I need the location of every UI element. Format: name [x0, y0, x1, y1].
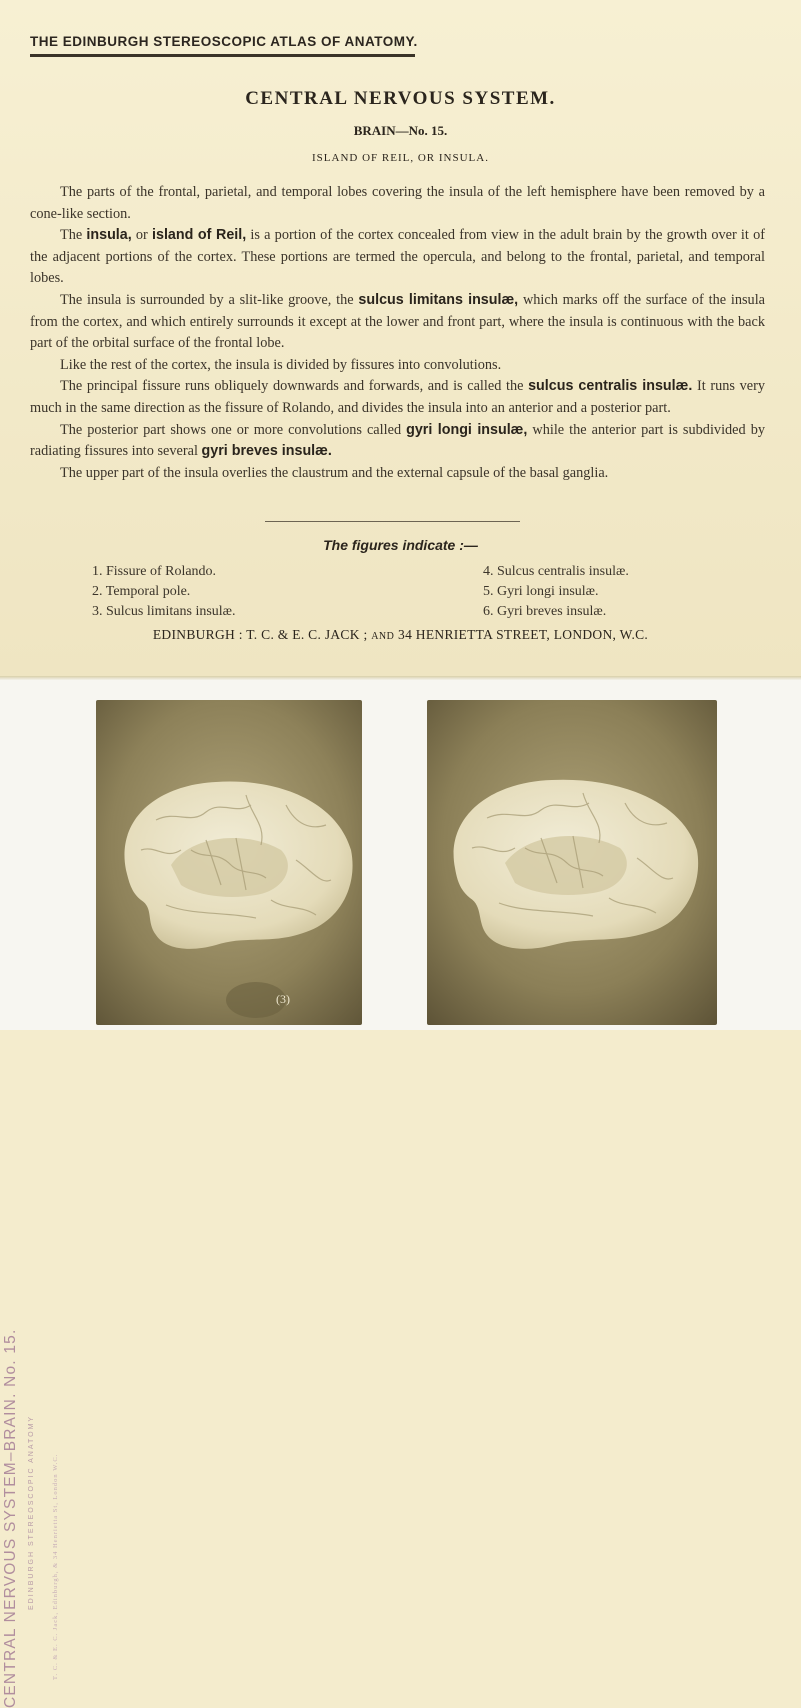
- paragraph-4: Like the rest of the cortex, the insula is divided by fissures into convolutions.: [60, 356, 502, 373]
- figure-legend-left: [92, 562, 236, 622]
- text-run: The principal fissure runs obliquely downwards and forwards, and is called the: [60, 378, 529, 395]
- figure-legend-right: [483, 562, 629, 622]
- divider-rule: [265, 521, 520, 522]
- text-run: or: [131, 227, 153, 244]
- description-text: [30, 182, 765, 484]
- legend-item: 4. Sulcus centralis insulæ.: [483, 564, 629, 579]
- legend-item: 2. Temporal pole.: [92, 584, 191, 599]
- card-side-imprint: T. C. & E. C. Jack, Edinburgh, & 34 Henrietta St, London W.C.: [52, 1453, 59, 1680]
- atlas-header: THE EDINBURGH STEREOSCOPIC ATLAS OF ANATOMY.: [30, 34, 418, 49]
- legend-item: 6. Gyri breves insulæ.: [483, 604, 607, 619]
- page-title: CENTRAL NERVOUS SYSTEM.: [245, 88, 556, 109]
- brain-photo-right: [427, 700, 717, 1025]
- legend-item: 1. Fissure of Rolando.: [92, 564, 217, 579]
- paragraph-3: [30, 290, 765, 355]
- figures-heading: The figures indicate :—: [323, 537, 478, 553]
- paragraph-5: [30, 376, 765, 419]
- paragraph-1: The parts of the frontal, parietal, and temporal lobes covering the insula of the left hemisphere have been removed by a cone-like section.: [30, 184, 765, 222]
- term-gyri-longi: gyri longi insulæ,: [406, 421, 528, 438]
- text-run: is a portion of the cortex concealed from view in the adult brain by the growth over it of the adjacent portions of the cortex. These portions are termed the opercula, and belong to the frontal, parietal, and temporal lobes.: [30, 227, 765, 287]
- brain-photo-left: [96, 700, 362, 1025]
- text-run: It runs very much in the same direction as the fissure of Rolando, and divides the insula into an anterior and a posterior part.: [30, 378, 765, 416]
- text-page: [0, 0, 801, 678]
- card-side-title: CENTRAL NERVOUS SYSTEM–BRAIN. No. 15.: [2, 1328, 19, 1708]
- section-title: ISLAND OF REIL, OR INSULA.: [312, 152, 489, 164]
- header-rule: [30, 54, 415, 57]
- term-island-of-reil: island of Reil,: [152, 227, 247, 244]
- card-side-series: EDINBURGH STEREOSCOPIC ANATOMY: [28, 1414, 35, 1610]
- text-run: The posterior part shows one or more convolutions called: [60, 421, 407, 438]
- photo-label: (3): [276, 992, 290, 1006]
- text-run: The insula is surrounded by a slit-like groove, the: [60, 291, 359, 308]
- imprint-part: AND: [371, 631, 395, 642]
- imprint-part: 34 HENRIETTA STREET, LONDON, W.C.: [394, 627, 649, 642]
- legend-item: 3. Sulcus limitans insulæ.: [92, 604, 236, 619]
- publisher-imprint: [0, 627, 801, 643]
- plate-number: BRAIN—No. 15.: [353, 123, 448, 138]
- paragraph-2: [30, 225, 765, 290]
- text-run: The: [60, 227, 87, 244]
- stereo-photo-left: [96, 700, 362, 1025]
- term-sulcus-centralis: sulcus centralis insulæ.: [528, 378, 693, 395]
- paragraph-7: The upper part of the insula overlies the claustrum and the external capsule of the basal ganglia.: [60, 464, 609, 481]
- term-sulcus-limitans: sulcus limitans insulæ,: [358, 291, 519, 308]
- text-run: which marks off the surface of the insula from the cortex, and which entirely surrounds it except at the lower and front part, where the insula is continuous with the back part of the orbital surface of the frontal lobe.: [30, 291, 766, 352]
- legend-item: 5. Gyri longi insulæ.: [483, 584, 599, 599]
- text-run: while the anterior part is subdivided by radiating fissures into several: [30, 421, 765, 460]
- paragraph-6: [30, 420, 765, 463]
- term-insula: insula,: [86, 227, 132, 244]
- stereo-photo-right: [427, 700, 717, 1025]
- term-gyri-breves: gyri breves insulæ.: [201, 443, 332, 460]
- imprint-part: EDINBURGH : T. C. & E. C. JACK ;: [152, 627, 372, 642]
